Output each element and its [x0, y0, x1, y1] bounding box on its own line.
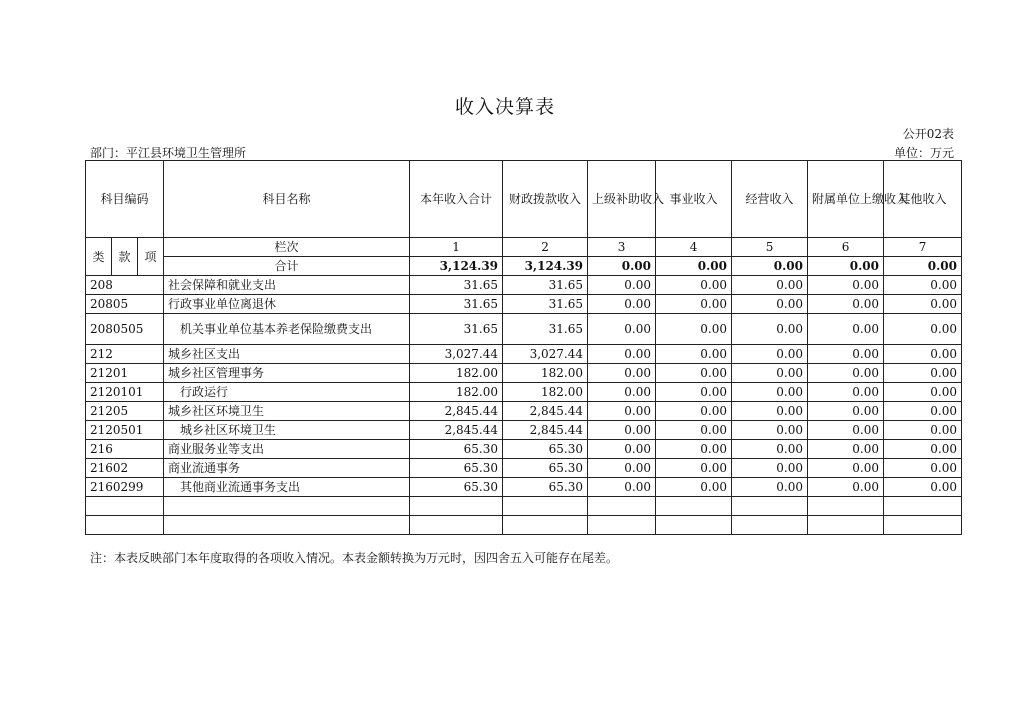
table-row — [86, 295, 962, 314]
table-row — [86, 421, 962, 440]
row-value: 0.00 — [884, 345, 962, 364]
row-value: 31.65 — [410, 276, 503, 295]
row-value: 0.00 — [656, 478, 732, 497]
header-xiang: 项 — [138, 238, 164, 276]
row-value: 0.00 — [732, 364, 808, 383]
header-total: 本年收入合计 — [410, 161, 503, 238]
row-value: 0.00 — [656, 364, 732, 383]
row-value: 182.00 — [503, 383, 588, 402]
total-value: 0.00 — [732, 257, 808, 276]
row-value: 0.00 — [656, 383, 732, 402]
row-value: 2,845.44 — [503, 402, 588, 421]
total-value: 0.00 — [656, 257, 732, 276]
row-value: 65.30 — [503, 478, 588, 497]
column-number: 2 — [503, 238, 588, 257]
column-number: 4 — [656, 238, 732, 257]
table-row — [86, 440, 962, 459]
row-value: 0.00 — [808, 421, 884, 440]
row-value: 0.00 — [808, 478, 884, 497]
row-value: 0.00 — [884, 421, 962, 440]
row-value: 0.00 — [588, 440, 656, 459]
total-label: 合计 — [164, 257, 410, 276]
row-code: 2080505 — [86, 314, 164, 345]
row-value: 0.00 — [732, 421, 808, 440]
row-value: 2,845.44 — [410, 402, 503, 421]
row-value: 0.00 — [884, 440, 962, 459]
page-title: 收入决算表 — [454, 96, 555, 118]
row-value: 0.00 — [588, 364, 656, 383]
column-number: 3 — [588, 238, 656, 257]
total-value: 3,124.39 — [503, 257, 588, 276]
row-value: 0.00 — [808, 459, 884, 478]
row-value: 0.00 — [656, 459, 732, 478]
row-value: 0.00 — [884, 459, 962, 478]
row-code: 21205 — [86, 402, 164, 421]
row-value: 31.65 — [410, 314, 503, 345]
row-value: 0.00 — [808, 345, 884, 364]
row-value: 0.00 — [656, 276, 732, 295]
row-value: 0.00 — [884, 402, 962, 421]
row-value: 65.30 — [410, 459, 503, 478]
row-value: 0.00 — [656, 345, 732, 364]
row-value: 0.00 — [732, 478, 808, 497]
row-name: 城乡社区支出 — [164, 345, 410, 364]
row-name: 机关事业单位基本养老保险缴费支出 — [164, 314, 410, 345]
row-value: 2,845.44 — [503, 421, 588, 440]
header-name: 科目名称 — [164, 161, 410, 238]
row-value: 0.00 — [732, 276, 808, 295]
row-value: 0.00 — [588, 276, 656, 295]
row-value: 0.00 — [808, 440, 884, 459]
row-value: 0.00 — [588, 295, 656, 314]
row-value: 65.30 — [503, 459, 588, 478]
row-code: 21201 — [86, 364, 164, 383]
row-code: 20805 — [86, 295, 164, 314]
row-value: 0.00 — [884, 478, 962, 497]
row-value: 0.00 — [884, 383, 962, 402]
row-value: 0.00 — [656, 314, 732, 345]
row-name: 社会保障和就业支出 — [164, 276, 410, 295]
row-code: 212 — [86, 345, 164, 364]
row-value: 0.00 — [808, 402, 884, 421]
row-value: 0.00 — [656, 402, 732, 421]
row-value: 0.00 — [732, 314, 808, 345]
row-value: 65.30 — [503, 440, 588, 459]
row-name: 城乡社区环境卫生 — [164, 402, 410, 421]
table-row — [86, 314, 962, 345]
header-affiliated: 附属单位上缴收入 — [808, 161, 884, 238]
column-number: 7 — [884, 238, 962, 257]
total-value: 0.00 — [884, 257, 962, 276]
row-value: 31.65 — [503, 276, 588, 295]
table-row — [86, 478, 962, 497]
row-value: 0.00 — [656, 295, 732, 314]
row-value: 2,845.44 — [410, 421, 503, 440]
row-value: 0.00 — [656, 440, 732, 459]
row-value: 0.00 — [808, 383, 884, 402]
table-row — [86, 276, 962, 295]
row-value: 0.00 — [808, 314, 884, 345]
row-value: 0.00 — [808, 364, 884, 383]
row-value: 0.00 — [588, 402, 656, 421]
table-row — [86, 459, 962, 478]
header-code: 科目编码 — [86, 161, 164, 238]
row-value: 0.00 — [588, 478, 656, 497]
row-code: 208 — [86, 276, 164, 295]
row-value: 0.00 — [884, 276, 962, 295]
row-code: 216 — [86, 440, 164, 459]
header-superior: 上级补助收入 — [588, 161, 656, 238]
column-number: 1 — [410, 238, 503, 257]
row-value: 0.00 — [588, 383, 656, 402]
header-fiscal: 财政拨款收入 — [503, 161, 588, 238]
row-value: 0.00 — [732, 345, 808, 364]
row-value: 0.00 — [808, 295, 884, 314]
header-lei: 类 — [86, 238, 112, 276]
row-code: 2160299 — [86, 478, 164, 497]
row-value: 0.00 — [588, 459, 656, 478]
total-value: 0.00 — [808, 257, 884, 276]
row-value: 65.30 — [410, 478, 503, 497]
row-name: 商业流通事务 — [164, 459, 410, 478]
empty-row — [86, 497, 962, 516]
row-value: 182.00 — [503, 364, 588, 383]
income-table — [85, 160, 962, 535]
table-row — [86, 364, 962, 383]
table-row — [86, 402, 962, 421]
row-value: 31.65 — [410, 295, 503, 314]
row-value: 31.65 — [503, 295, 588, 314]
row-code: 2120101 — [86, 383, 164, 402]
table-row — [86, 383, 962, 402]
row-name: 行政运行 — [164, 383, 410, 402]
row-value: 3,027.44 — [410, 345, 503, 364]
row-value: 0.00 — [732, 295, 808, 314]
row-value: 31.65 — [503, 314, 588, 345]
row-code: 2120501 — [86, 421, 164, 440]
row-name: 城乡社区管理事务 — [164, 364, 410, 383]
row-value: 0.00 — [884, 364, 962, 383]
header-operating: 经营收入 — [732, 161, 808, 238]
row-value: 0.00 — [732, 383, 808, 402]
form-number: 公开02表 — [902, 127, 954, 141]
total-value: 3,124.39 — [410, 257, 503, 276]
column-number: 6 — [808, 238, 884, 257]
row-value: 3,027.44 — [503, 345, 588, 364]
unit-label: 单位：万元 — [893, 146, 954, 160]
row-value: 0.00 — [588, 421, 656, 440]
row-value: 0.00 — [808, 276, 884, 295]
header-lanci: 栏次 — [164, 238, 410, 257]
table-row — [86, 345, 962, 364]
column-number: 5 — [732, 238, 808, 257]
row-value: 0.00 — [588, 314, 656, 345]
department-label: 部门：平江县环境卫生管理所 — [90, 146, 247, 160]
row-name: 商业服务业等支出 — [164, 440, 410, 459]
header-business: 事业收入 — [656, 161, 732, 238]
row-name: 其他商业流通事务支出 — [164, 478, 410, 497]
row-value: 182.00 — [410, 364, 503, 383]
row-code: 21602 — [86, 459, 164, 478]
total-value: 0.00 — [588, 257, 656, 276]
row-value: 0.00 — [732, 402, 808, 421]
header-kuan: 款 — [112, 238, 138, 276]
row-value: 0.00 — [884, 295, 962, 314]
row-value: 65.30 — [410, 440, 503, 459]
row-value: 0.00 — [656, 421, 732, 440]
row-name: 城乡社区环境卫生 — [164, 421, 410, 440]
row-value: 0.00 — [884, 314, 962, 345]
row-value: 0.00 — [588, 345, 656, 364]
header-other: 其他收入 — [884, 161, 962, 238]
row-value: 0.00 — [732, 440, 808, 459]
row-value: 0.00 — [732, 459, 808, 478]
row-value: 182.00 — [410, 383, 503, 402]
footnote: 注：本表反映部门本年度取得的各项收入情况。本表金额转换为万元时，因四舍五入可能存在尾差。 — [90, 551, 619, 565]
row-name: 行政事业单位离退休 — [164, 295, 410, 314]
empty-row — [86, 516, 962, 535]
